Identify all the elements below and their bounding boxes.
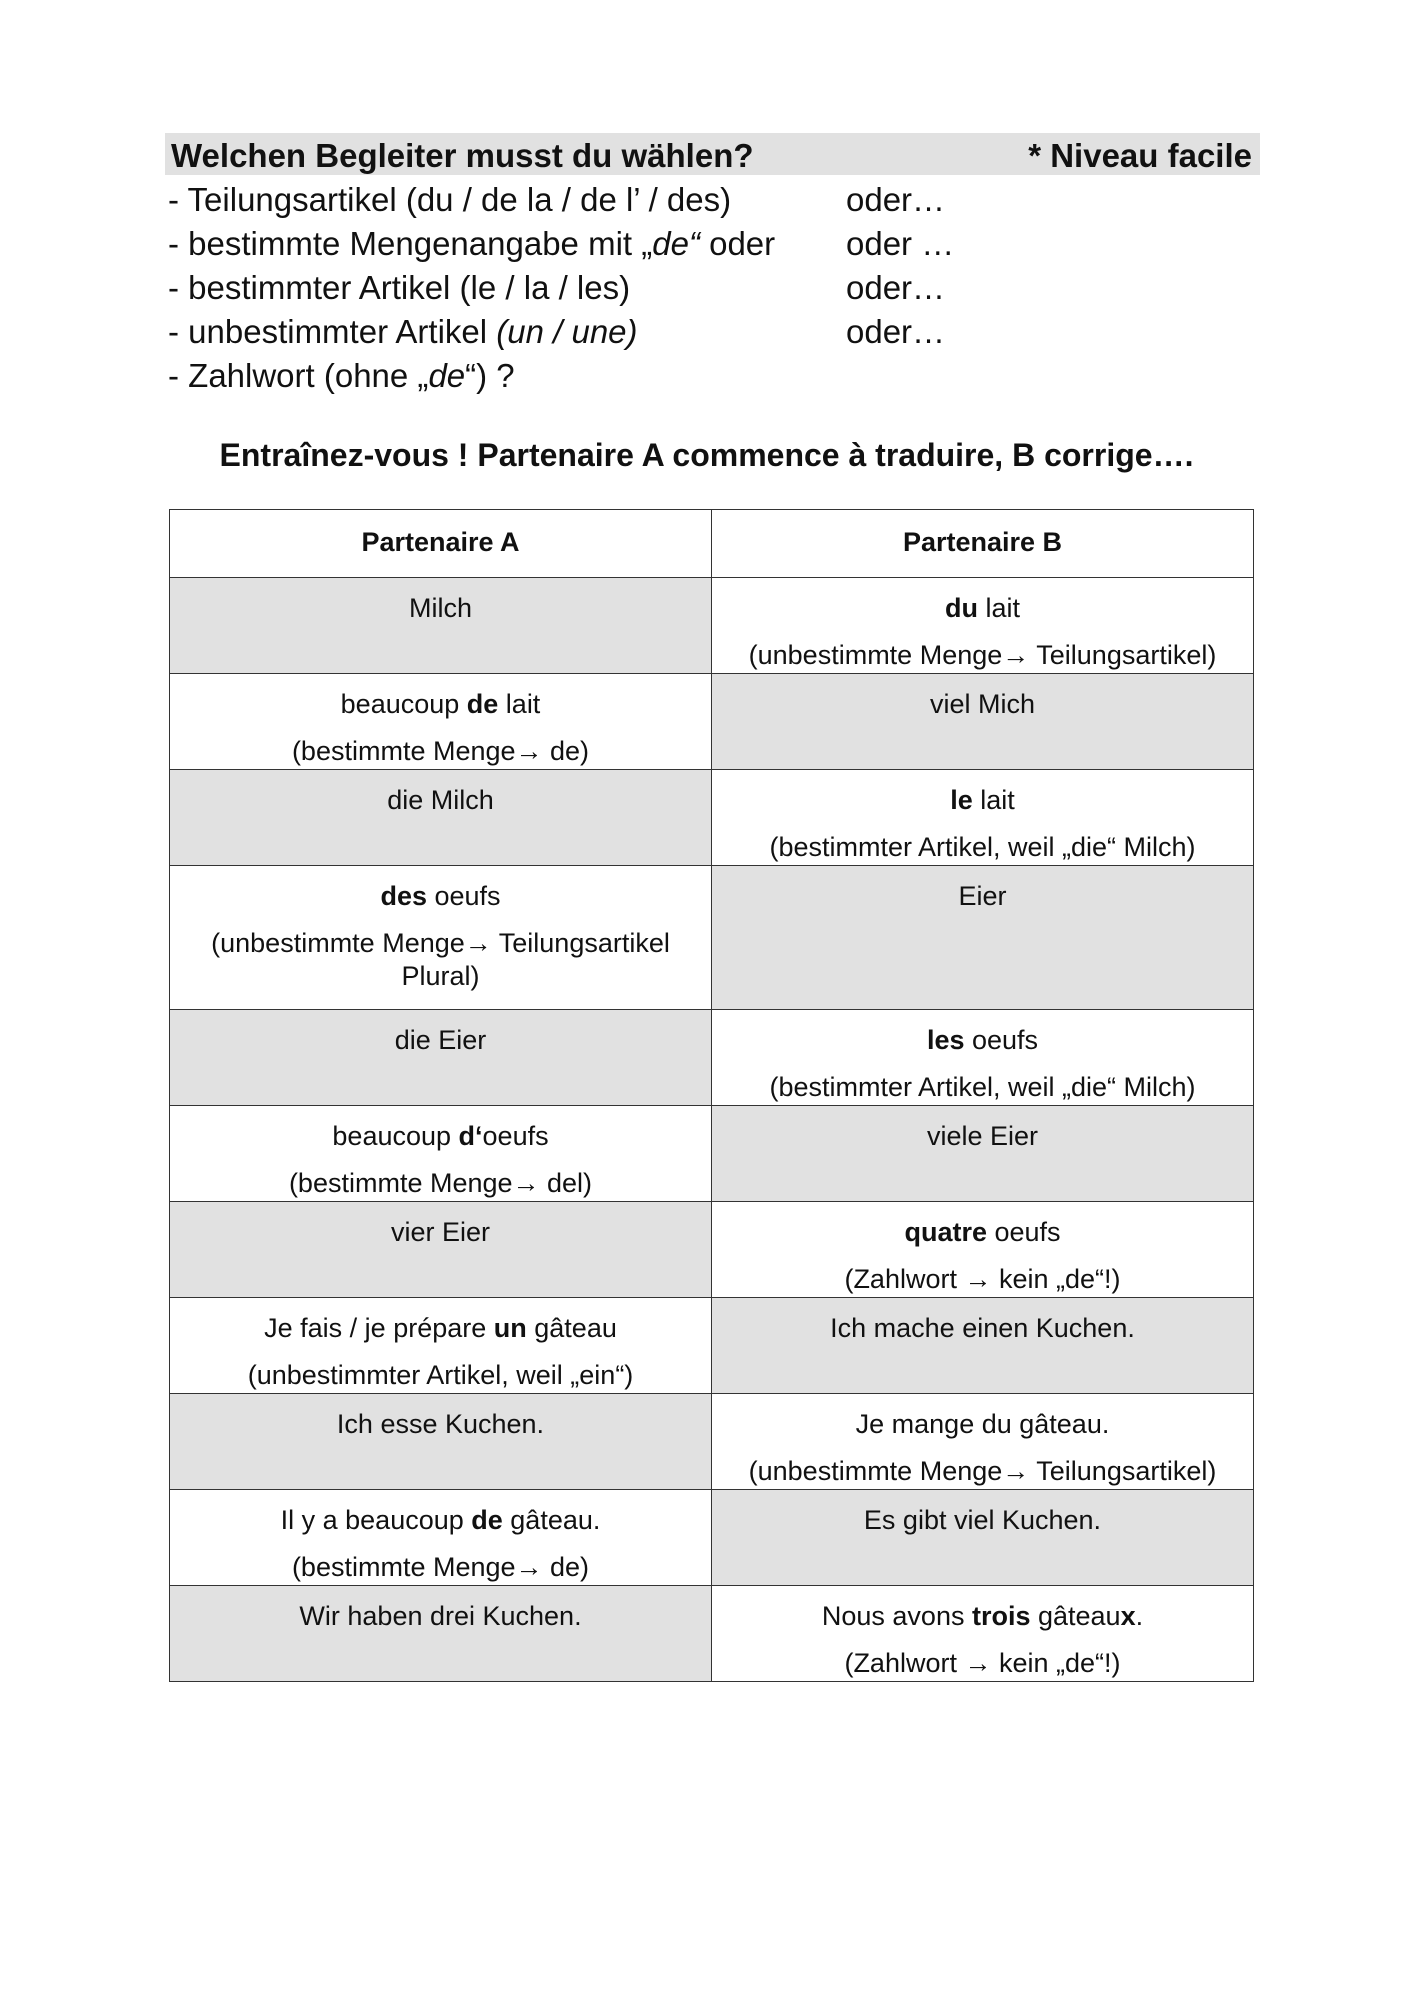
cell-partner-a: die Milch (170, 770, 712, 866)
cell-note: (bestimmte Menge→ de) (291, 736, 590, 766)
translation-table (169, 509, 1254, 1682)
cell-partner-a: Il y a beaucoup de gâteau. (bestimmte Menge→ de) (170, 1490, 712, 1586)
cell-partner-b: du lait (unbestimmte Menge→ Teilungsartikel) (712, 578, 1254, 674)
option-item: - bestimmte Mengenangabe mit „de“ oder oder … (168, 222, 1258, 266)
cell-partner-b: Eier (712, 866, 1254, 1010)
option-item: - bestimmter Artikel (le / la / les) oder… (168, 266, 1258, 310)
cell-partner-a: beaucoup de lait (bestimmte Menge→ de) (170, 674, 712, 770)
table-row (170, 1298, 1254, 1394)
cell-partner-a: Ich esse Kuchen. (170, 1394, 712, 1490)
difficulty-level: * Niveau facile (1028, 137, 1252, 174)
cell-partner-b: viele Eier (712, 1106, 1254, 1202)
table-row (170, 1394, 1254, 1490)
cell-partner-b: Ich mache einen Kuchen. (712, 1298, 1254, 1394)
cell-note: (bestimmte Menge→ de) (291, 1552, 590, 1582)
cell-note: (unbestimmte Menge→ Teilungsartikel) (748, 1456, 1217, 1486)
cell-note: (Zahlwort → kein „de“!) (844, 1264, 1121, 1294)
cell-partner-b: le lait (bestimmter Artikel, weil „die“ Milch) (712, 770, 1254, 866)
table-row (170, 674, 1254, 770)
cell-partner-b: viel Mich (712, 674, 1254, 770)
table-header-row (170, 510, 1254, 578)
cell-partner-a: Wir haben drei Kuchen. (170, 1586, 712, 1682)
cell-partner-a: vier Eier (170, 1202, 712, 1298)
cell-note: (bestimmte Menge→ del) (288, 1168, 593, 1198)
table-row (170, 578, 1254, 674)
option-or: oder… (846, 181, 946, 218)
column-header-a: Partenaire A (170, 510, 712, 578)
cell-partner-a: beaucoup d‘oeufs (bestimmte Menge→ del) (170, 1106, 712, 1202)
cell-note: (Zahlwort → kein „de“!) (844, 1648, 1121, 1678)
cell-partner-b: Nous avons trois gâteaux. (Zahlwort → kein „de“!) (712, 1586, 1254, 1682)
table-row (170, 770, 1254, 866)
table-row (170, 1010, 1254, 1106)
exercise-instruction: Entraînez-vous ! Partenaire A commence à traduire, B corrige…. (219, 437, 1194, 473)
header-bar (165, 133, 1260, 175)
cell-partner-b: les oeufs (bestimmter Artikel, weil „die“ Milch) (712, 1010, 1254, 1106)
cell-partner-a: Milch (170, 578, 712, 674)
cell-note: (unbestimmte Menge→ Teilungsartikel) (748, 640, 1217, 670)
table-row (170, 1586, 1254, 1682)
option-item: - unbestimmter Artikel (un / une) oder… (168, 310, 1258, 354)
option-or: oder… (846, 269, 946, 306)
cell-note: (unbestimmter Artikel, weil „ein“) (247, 1360, 634, 1390)
column-header-b: Partenaire B (712, 510, 1254, 578)
cell-partner-b: quatre oeufs (Zahlwort → kein „de“!) (712, 1202, 1254, 1298)
cell-partner-b: Je mange du gâteau. (unbestimmte Menge→ Teilungsartikel) (712, 1394, 1254, 1490)
option-list (168, 178, 1258, 398)
table-row (170, 1490, 1254, 1586)
worksheet-title: Welchen Begleiter musst du wählen? (171, 137, 754, 174)
cell-note: (bestimmter Artikel, weil „die“ Milch) (769, 1072, 1196, 1102)
option-item: - Zahlwort (ohne „de“) ? (168, 357, 515, 394)
cell-partner-a: Je fais / je prépare un gâteau (unbestimmter Artikel, weil „ein“) (170, 1298, 712, 1394)
option-item: - Teilungsartikel (du / de la / de l’ / des) oder… (168, 178, 1258, 222)
table-row (170, 866, 1254, 1010)
cell-partner-a: die Eier (170, 1010, 712, 1106)
cell-note: (bestimmter Artikel, weil „die“ Milch) (769, 832, 1196, 862)
table-row (170, 1202, 1254, 1298)
cell-partner-b: Es gibt viel Kuchen. (712, 1490, 1254, 1586)
option-or: oder … (846, 225, 955, 262)
cell-partner-a: des oeufs (unbestimmte Menge→ Teilungsartikel Plural) (170, 866, 712, 1010)
cell-note: (unbestimmte Menge→ Teilungsartikel Plural) (211, 928, 670, 991)
option-or: oder… (846, 313, 946, 350)
table-row (170, 1106, 1254, 1202)
